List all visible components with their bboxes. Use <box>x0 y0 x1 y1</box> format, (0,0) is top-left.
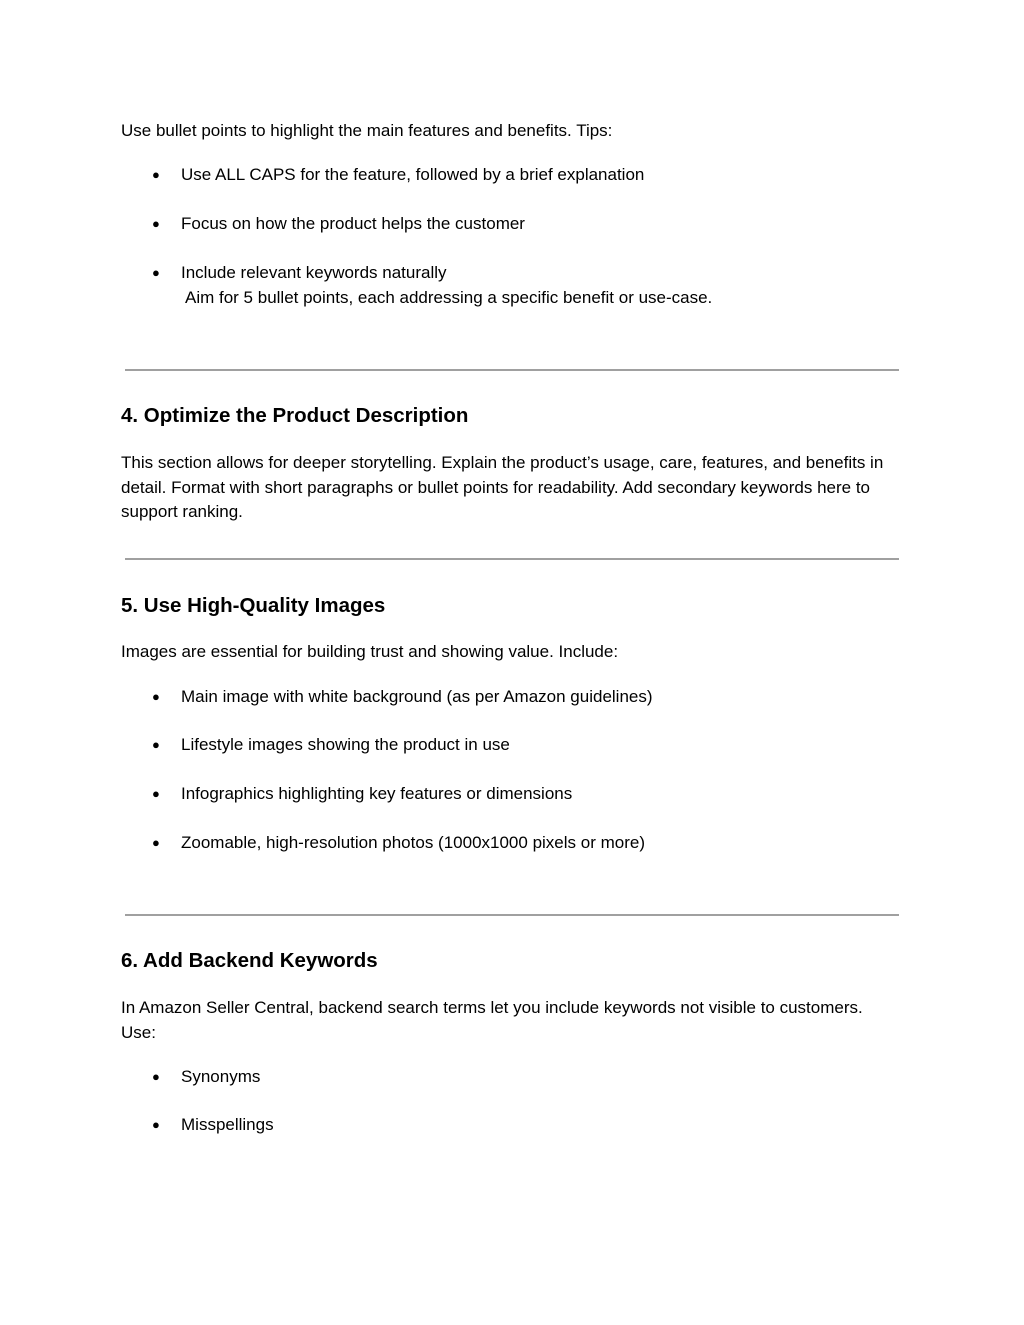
bullet-text: Include relevant keywords naturally <box>181 263 447 282</box>
horizontal-divider <box>125 558 899 560</box>
section-heading: 5. Use High-Quality Images <box>121 594 386 617</box>
section-paragraph: Images are essential for building trust and showing value. Include: <box>121 642 619 661</box>
bullet-icon: ● <box>152 265 160 280</box>
bullet-icon: ● <box>152 167 160 182</box>
bullet-icon: ● <box>152 835 160 850</box>
bullet-text: Lifestyle images showing the product in use <box>181 735 510 754</box>
bullet-icon: ● <box>152 737 160 752</box>
bullet-icon: ● <box>152 1117 160 1132</box>
bullet-text: Focus on how the product helps the customer <box>181 214 525 233</box>
intro-paragraph: Use bullet points to highlight the main features and benefits. Tips: <box>121 121 613 140</box>
bullet-text: Use ALL CAPS for the feature, followed by a brief explanation <box>181 165 645 184</box>
bullet-text: Infographics highlighting key features or dimensions <box>181 784 573 803</box>
section-heading: 4. Optimize the Product Description <box>121 404 469 427</box>
bullet-icon: ● <box>152 1069 160 1084</box>
bullet-text: Synonyms <box>181 1067 261 1086</box>
bullet-continuation: Aim for 5 bullet points, each addressing a specific benefit or use-case. <box>185 287 713 307</box>
horizontal-divider <box>125 914 899 916</box>
horizontal-divider <box>125 369 899 371</box>
section-heading: 6. Add Backend Keywords <box>121 949 378 972</box>
bullet-icon: ● <box>152 786 160 801</box>
bullet-text: Zoomable, high-resolution photos (1000x1000 pixels or more) <box>181 833 645 852</box>
section-paragraph: This section allows for deeper storytelling. Explain the product’s usage, care, features, and benefits in detail. Format with short paragraphs or bullet points for readability. Add secondary keywords here to support ranking. <box>121 453 884 521</box>
section-paragraph: In Amazon Seller Central, backend search terms let you include keywords not visible to customers. Use: <box>121 998 863 1042</box>
bullet-icon: ● <box>152 216 160 231</box>
bullet-text: Main image with white background (as per Amazon guidelines) <box>181 687 653 706</box>
bullet-icon: ● <box>152 689 160 704</box>
bullet-text: Misspellings <box>181 1115 274 1134</box>
